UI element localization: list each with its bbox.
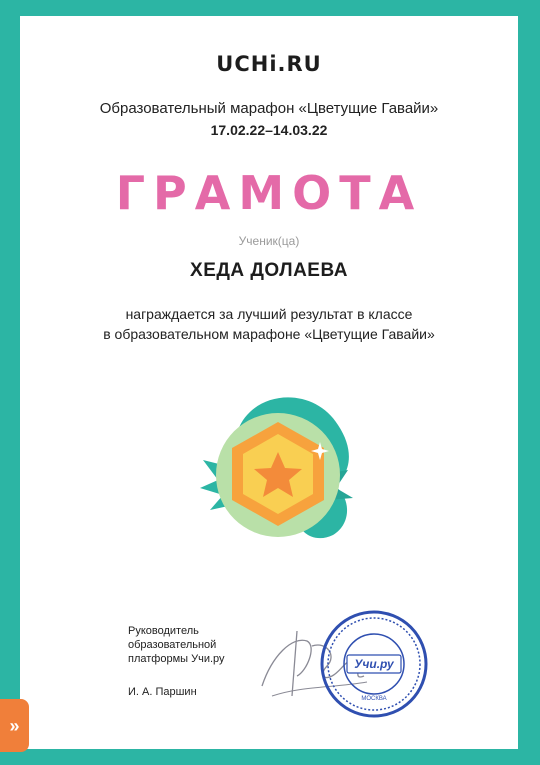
seal-center-text: Учи.ру: [354, 657, 394, 671]
certificate-title: ГРАМОТА: [115, 166, 423, 220]
recipient-name: ХЕДА ДОЛАЕВА: [190, 260, 348, 281]
award-text-line-2: в образовательном марафоне «Цветущие Гавайи»: [103, 326, 435, 342]
marathon-title: Образовательный марафон «Цветущие Гавайи»: [99, 100, 439, 117]
certificate-sheet: [20, 16, 518, 749]
signer-title-line: образовательной: [128, 639, 217, 651]
award-text-line-1: награждается за лучший результат в классе: [125, 306, 413, 322]
recipient-role: Ученик(ца): [238, 234, 300, 248]
signer-title-line: платформы Учи.ру: [128, 653, 225, 665]
marathon-dates: 17.02.22–14.03.22: [210, 122, 328, 138]
signer-title: [128, 624, 258, 666]
star-medal-emblem-icon: [198, 370, 358, 550]
company-seal-stamp: [318, 608, 430, 720]
uchi-logo: UCHi.RU: [216, 52, 322, 76]
signer-name: И. А. Паршин: [128, 686, 197, 698]
side-panel-toggle-button[interactable]: [0, 699, 29, 752]
double-chevron-right-icon: »: [9, 715, 20, 736]
seal-bottom-text: МОСКВА: [361, 696, 387, 702]
signer-title-line: Руководитель: [128, 625, 199, 637]
